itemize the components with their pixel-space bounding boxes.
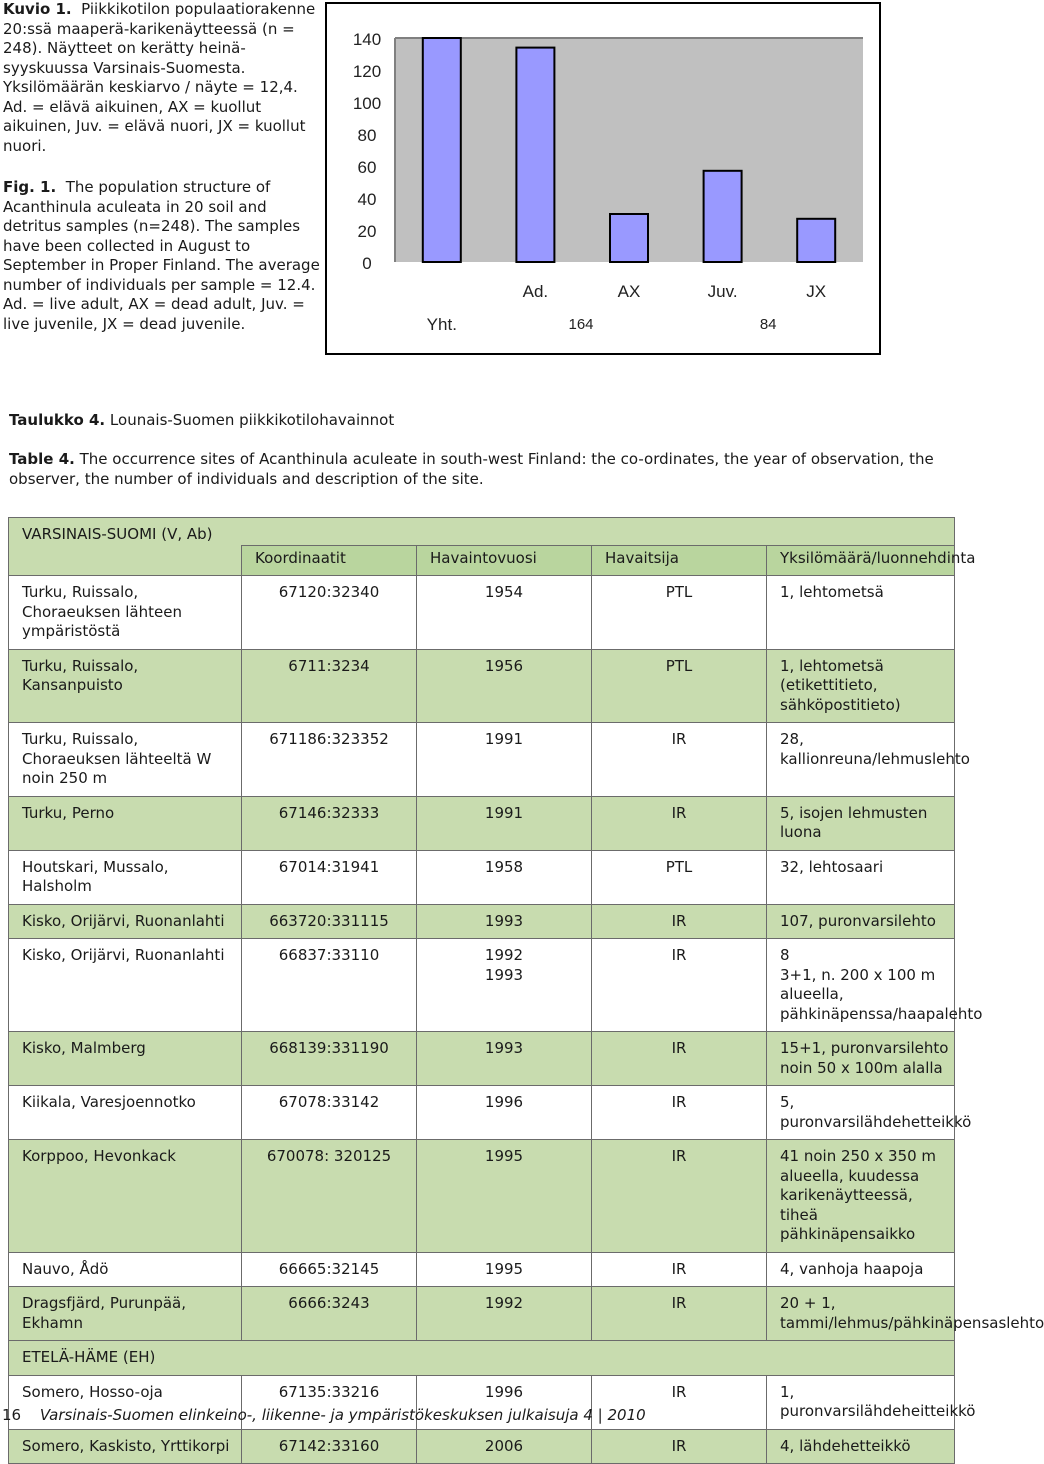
coordinates-cell: 67078:33142 bbox=[242, 1086, 417, 1140]
bar-ax bbox=[610, 214, 648, 262]
region-row-varsinais-suomi bbox=[9, 518, 955, 546]
table-row bbox=[9, 576, 955, 650]
description-cell: 20 + 1, tammi/lehmus/pähkinäpensaslehto bbox=[767, 1287, 955, 1341]
caption-english bbox=[3, 178, 321, 334]
coordinates-cell: 67135:33216 bbox=[242, 1375, 417, 1429]
site-cell: Turku, Ruissalo, Choraeuksen lähteen ympäristöstä bbox=[9, 576, 242, 650]
coordinates-cell: 66665:32145 bbox=[242, 1252, 417, 1287]
observer-cell: PTL bbox=[592, 649, 767, 723]
table-row bbox=[9, 1140, 955, 1253]
population-chart bbox=[325, 2, 881, 355]
caption-en-text: The population structure of Acanthinula aculeata in 20 soil and detritus samples (n=248). The samples have been collected in August to September in Proper Finland. The average number of individuals per sample = 12.4. Ad. = live adult, AX = dead adult, Juv. = live juvenile, JX = dead juvenile. bbox=[3, 178, 320, 333]
year-cell: 1991 bbox=[417, 723, 592, 797]
site-cell: Kisko, Orijärvi, Ruonanlahti bbox=[9, 904, 242, 939]
column-header: Yksilömäärä/luonnehdinta bbox=[767, 545, 955, 576]
bar-juv bbox=[704, 171, 742, 262]
site-cell: Korppoo, Hevonkack bbox=[9, 1140, 242, 1253]
column-header: Havaintovuosi bbox=[417, 545, 592, 576]
table-row bbox=[9, 904, 955, 939]
table-fi-text: Lounais-Suomen piikkikotilohavainnot bbox=[109, 411, 395, 429]
year-cell: 1958 bbox=[417, 850, 592, 904]
table-row bbox=[9, 723, 955, 797]
description-cell: 5, puronvarsilähdehetteikkö bbox=[767, 1086, 955, 1140]
table-row bbox=[9, 850, 955, 904]
population-chart-svg bbox=[327, 4, 883, 357]
description-cell: 8 3+1, n. 200 x 100 m alueella, pähkinäpenssa/haapalehto bbox=[767, 939, 955, 1032]
site-cell: Turku, Ruissalo, Choraeuksen lähteeltä W noin 250 m bbox=[9, 723, 242, 797]
table-row bbox=[9, 1429, 955, 1464]
observer-cell: IR bbox=[592, 1429, 767, 1464]
description-cell: 32, lehtosaari bbox=[767, 850, 955, 904]
description-cell: 41 noin 250 x 350 m alueella, kuudessa karikenäytteessä, tiheä pähkinäpensaikko bbox=[767, 1140, 955, 1253]
description-cell: 5, isojen lehmusten luona bbox=[767, 796, 955, 850]
bar-ad bbox=[516, 48, 554, 262]
observer-cell: IR bbox=[592, 904, 767, 939]
table-row bbox=[9, 1032, 955, 1086]
description-cell: 107, puronvarsilehto bbox=[767, 904, 955, 939]
column-header: Havaitsija bbox=[592, 545, 767, 576]
coordinates-cell: 663720:331115 bbox=[242, 904, 417, 939]
site-cell: Somero, Kaskisto, Yrttikorpi bbox=[9, 1429, 242, 1464]
table-row bbox=[9, 939, 955, 1032]
year-cell: 2006 bbox=[417, 1429, 592, 1464]
caption-fi-text: Piikkikotilon populaatiorakenne 20:ssä maaperä-karikenäytteessä (n = 248). Näytteet on kerätty heinä-syyskuussa Varsinais-Suomesta. Yksilömäärän keskiarvo / näyte = 12,4. Ad. = elävä aikuinen, AX = kuollut aikuinen, Juv. = elävä nuori, JX = kuollut nuori. bbox=[3, 0, 316, 155]
year-cell: 1954 bbox=[417, 576, 592, 650]
annotation-label: 164 bbox=[568, 316, 594, 333]
caption-en-label: Fig. 1. bbox=[3, 178, 57, 196]
observer-cell: PTL bbox=[592, 576, 767, 650]
table-row bbox=[9, 1086, 955, 1140]
region-label: VARSINAIS-SUOMI (V, Ab) bbox=[9, 518, 955, 546]
region-row-etela-hame bbox=[9, 1341, 955, 1376]
year-cell: 1996 bbox=[417, 1086, 592, 1140]
figure-caption bbox=[3, 0, 321, 334]
table-title-finnish bbox=[9, 411, 949, 431]
site-cell: Turku, Perno bbox=[9, 796, 242, 850]
coordinates-cell: 671186:323352 bbox=[242, 723, 417, 797]
y-tick-label: 40 bbox=[357, 190, 377, 209]
x-category-label: JX bbox=[806, 282, 827, 301]
observer-cell: IR bbox=[592, 1252, 767, 1287]
bar-jx bbox=[797, 219, 835, 262]
observer-cell: IR bbox=[592, 1287, 767, 1341]
description-cell: 4, lähdehetteikkö bbox=[767, 1429, 955, 1464]
coordinates-cell: 6711:3234 bbox=[242, 649, 417, 723]
year-cell: 1995 bbox=[417, 1252, 592, 1287]
year-cell: 1996 bbox=[417, 1375, 592, 1429]
table-row bbox=[9, 796, 955, 850]
y-tick-label: 20 bbox=[357, 222, 377, 241]
table-row bbox=[9, 1252, 955, 1287]
annotation-label: 84 bbox=[759, 316, 777, 333]
coordinates-cell: 67142:33160 bbox=[242, 1429, 417, 1464]
x-category-label: Juv. bbox=[707, 282, 738, 301]
coordinates-cell: 67014:31941 bbox=[242, 850, 417, 904]
coordinates-cell: 67120:32340 bbox=[242, 576, 417, 650]
observer-cell: IR bbox=[592, 939, 767, 1032]
table-row bbox=[9, 649, 955, 723]
x-category-label: Ad. bbox=[522, 282, 549, 301]
site-cell: Nauvo, Ådö bbox=[9, 1252, 242, 1287]
region-label: ETELÄ-HÄME (EH) bbox=[9, 1341, 955, 1376]
table-en-text: The occurrence sites of Acanthinula aculeate in south-west Finland: the co-ordinates, the year of observation, the observer, the number of individuals and description of the site. bbox=[9, 450, 934, 488]
column-header: Koordinaatit bbox=[242, 545, 417, 576]
description-cell: 28, kallionreuna/lehmuslehto bbox=[767, 723, 955, 797]
observer-cell: IR bbox=[592, 1140, 767, 1253]
site-cell: Houtskari, Mussalo, Halsholm bbox=[9, 850, 242, 904]
year-cell: 1956 bbox=[417, 649, 592, 723]
year-cell: 1991 bbox=[417, 796, 592, 850]
table-title-english bbox=[9, 450, 949, 489]
y-tick-label: 140 bbox=[352, 30, 382, 49]
coordinates-cell: 6666:3243 bbox=[242, 1287, 417, 1341]
table-en-label: Table 4. bbox=[9, 450, 75, 468]
site-cell: Kisko, Malmberg bbox=[9, 1032, 242, 1086]
site-cell: Kisko, Orijärvi, Ruonanlahti bbox=[9, 939, 242, 1032]
x-category-label: AX bbox=[617, 282, 641, 301]
observer-cell: IR bbox=[592, 1375, 767, 1429]
coordinates-cell: 670078: 320125 bbox=[242, 1140, 417, 1253]
table-row bbox=[9, 1287, 955, 1341]
table-header-row bbox=[9, 545, 955, 576]
caption-fi-label: Kuvio 1. bbox=[3, 0, 72, 18]
site-cell: Somero, Hosso-oja bbox=[9, 1375, 242, 1429]
year-cell: 1992 bbox=[417, 1287, 592, 1341]
observer-cell: PTL bbox=[592, 850, 767, 904]
observer-cell: IR bbox=[592, 1032, 767, 1086]
x-category-label: Yht. bbox=[426, 315, 457, 334]
coordinates-cell: 668139:331190 bbox=[242, 1032, 417, 1086]
y-tick-label: 0 bbox=[362, 254, 372, 273]
coordinates-cell: 66837:33110 bbox=[242, 939, 417, 1032]
description-cell: 1, lehtometsä bbox=[767, 576, 955, 650]
y-tick-label: 80 bbox=[357, 126, 377, 145]
y-tick-label: 120 bbox=[352, 62, 382, 81]
page-footer bbox=[2, 1406, 646, 1424]
description-cell: 1, puronvarsilähdeheitteikkö bbox=[767, 1375, 955, 1429]
site-cell: Turku, Ruissalo, Kansanpuisto bbox=[9, 649, 242, 723]
year-cell: 1993 bbox=[417, 1032, 592, 1086]
y-tick-label: 100 bbox=[352, 94, 382, 113]
description-cell: 1, lehtometsä (etikettitieto, sähköpostitieto) bbox=[767, 649, 955, 723]
year-cell: 1995 bbox=[417, 1140, 592, 1253]
caption-finnish bbox=[3, 0, 321, 156]
observer-cell: IR bbox=[592, 723, 767, 797]
page-number: 16 bbox=[2, 1406, 22, 1424]
description-cell: 15+1, puronvarsilehto noin 50 x 100m alalla bbox=[767, 1032, 955, 1086]
table-fi-label: Taulukko 4. bbox=[9, 411, 106, 429]
y-tick-label: 60 bbox=[357, 158, 377, 177]
header-blank-cell bbox=[9, 545, 242, 576]
observer-cell: IR bbox=[592, 1086, 767, 1140]
occurrence-sites-table bbox=[8, 517, 1044, 1464]
description-cell: 4, vanhoja haapoja bbox=[767, 1252, 955, 1287]
publication-title: Varsinais-Suomen elinkeino-, liikenne- ja ympäristökeskuksen julkaisuja 4 | 2010 bbox=[39, 1406, 646, 1424]
site-cell: Kiikala, Varesjoennotko bbox=[9, 1086, 242, 1140]
coordinates-cell: 67146:32333 bbox=[242, 796, 417, 850]
year-cell: 1993 bbox=[417, 904, 592, 939]
year-cell: 1992 1993 bbox=[417, 939, 592, 1032]
site-cell: Dragsfjärd, Purunpää, Ekhamn bbox=[9, 1287, 242, 1341]
observer-cell: IR bbox=[592, 796, 767, 850]
bar-yht bbox=[423, 38, 461, 262]
